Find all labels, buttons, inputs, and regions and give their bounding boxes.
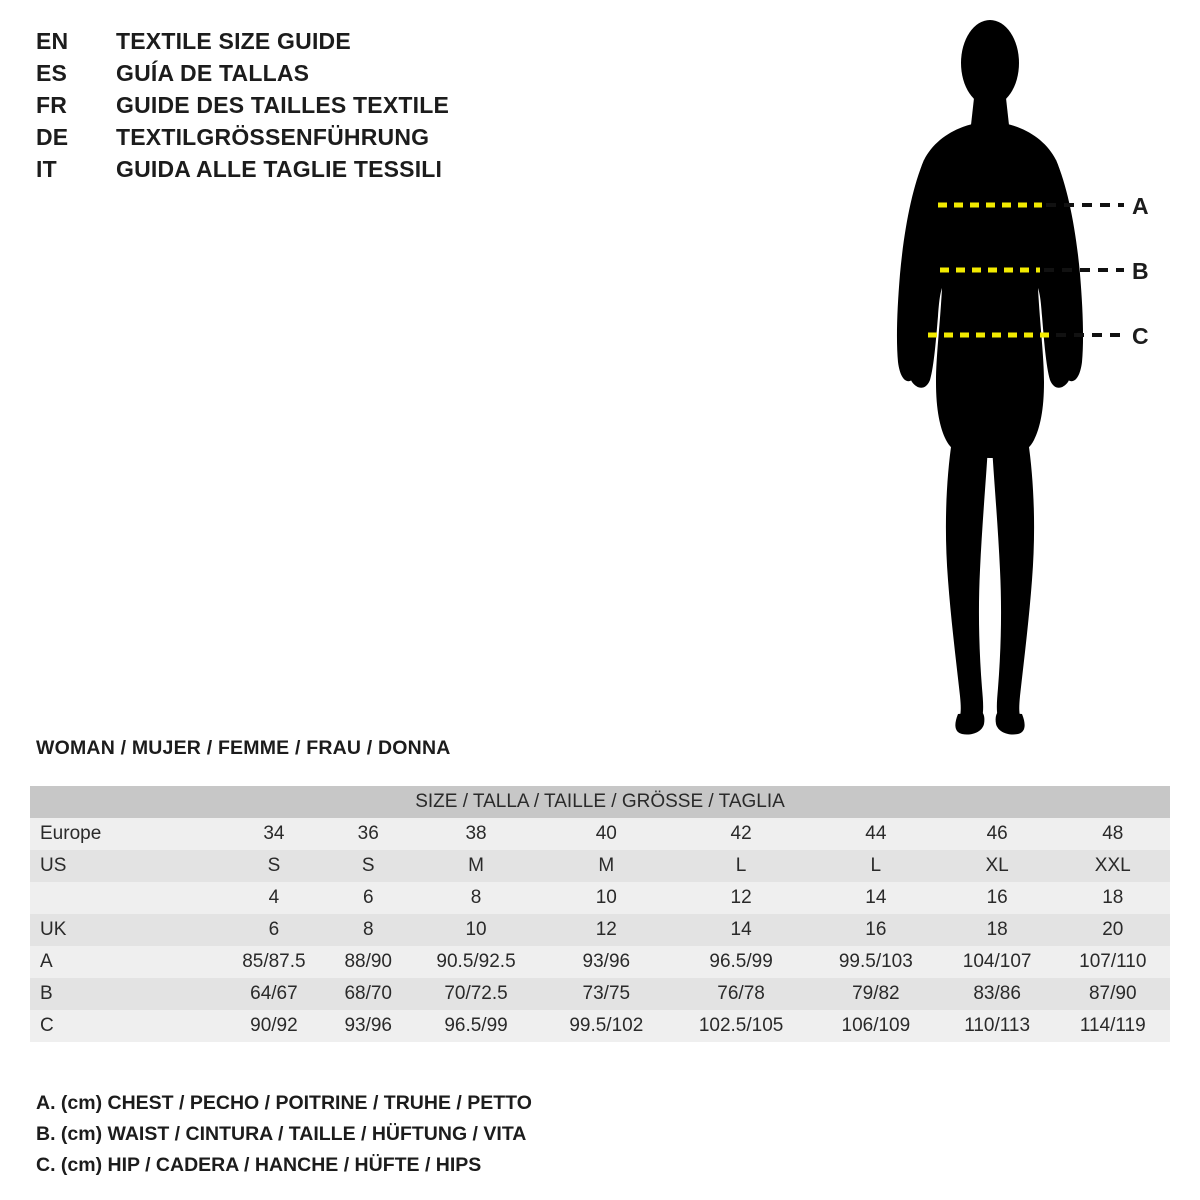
- table-row-us-numeric: [30, 882, 1170, 914]
- title-row-fr: [36, 92, 656, 124]
- size-table: [30, 786, 1170, 1042]
- title-text-de: TEXTILGRÖSSENFÜHRUNG: [116, 124, 430, 150]
- cell-c-4: 102.5/105: [698, 1015, 784, 1036]
- cell-a-1: 88/90: [344, 951, 392, 972]
- title-text-fr: GUIDE DES TAILLES TEXTILE: [116, 92, 449, 118]
- row-label-us: US: [40, 855, 67, 876]
- table-row-uk: [30, 914, 1170, 946]
- cell-us-3: M: [598, 855, 615, 876]
- cell-uk-3: 12: [595, 919, 617, 940]
- table-header-label: SIZE / TALLA / TAILLE / GRÖSSE / TAGLIA: [415, 791, 785, 812]
- female-silhouette-icon: [860, 10, 1190, 740]
- cell-usnum-0: 4: [268, 887, 280, 908]
- cell-usnum-7: 18: [1102, 887, 1124, 908]
- title-row-it: [36, 156, 656, 188]
- cell-uk-1: 8: [362, 919, 374, 940]
- cell-a-7: 107/110: [1079, 951, 1147, 972]
- cell-uk-4: 14: [730, 919, 752, 940]
- cell-us-6: XL: [985, 855, 1009, 876]
- title-lang-it: IT: [36, 156, 57, 182]
- measure-label-c: C: [1132, 323, 1149, 349]
- cell-a-0: 85/87.5: [242, 951, 306, 972]
- cell-us-2: M: [468, 855, 484, 876]
- cell-usnum-1: 6: [362, 887, 374, 908]
- cell-uk-5: 16: [865, 919, 887, 940]
- cell-europe-1: 36: [357, 823, 379, 844]
- cell-europe-3: 40: [595, 823, 617, 844]
- cell-b-7: 87/90: [1088, 983, 1137, 1004]
- row-label-a: A: [40, 951, 53, 972]
- cell-usnum-5: 14: [865, 887, 887, 908]
- title-text-en: TEXTILE SIZE GUIDE: [116, 28, 351, 54]
- body-figure: [860, 10, 1190, 740]
- row-label-uk: UK: [40, 919, 67, 940]
- cell-europe-6: 46: [986, 823, 1008, 844]
- cell-c-3: 99.5/102: [569, 1015, 644, 1036]
- cell-usnum-6: 16: [986, 887, 1008, 908]
- legend-line-a: A. (cm) CHEST / PECHO / POITRINE / TRUHE / PETTO: [36, 1092, 532, 1114]
- measure-label-b: B: [1132, 258, 1149, 284]
- cell-c-5: 106/109: [841, 1015, 911, 1036]
- cell-us-0: S: [267, 855, 281, 876]
- cell-b-2: 70/72.5: [444, 983, 508, 1004]
- row-label-europe: Europe: [40, 823, 102, 844]
- row-label-b: B: [40, 983, 53, 1004]
- cell-b-3: 73/75: [582, 983, 631, 1004]
- cell-c-0: 90/92: [250, 1015, 298, 1036]
- cell-b-1: 68/70: [344, 983, 392, 1004]
- title-lang-en: EN: [36, 28, 69, 54]
- table-row-europe: [30, 818, 1170, 850]
- cell-b-5: 79/82: [852, 983, 900, 1004]
- table-row-c: [30, 1010, 1170, 1042]
- title-lang-fr: FR: [36, 92, 68, 118]
- cell-uk-6: 18: [986, 919, 1008, 940]
- cell-europe-0: 34: [263, 823, 285, 844]
- row-label-us-numeric: [30, 882, 220, 914]
- cell-a-6: 104/107: [962, 951, 1032, 972]
- cell-a-4: 96.5/99: [709, 951, 773, 972]
- cell-c-7: 114/119: [1079, 1015, 1146, 1036]
- measure-label-a: A: [1132, 193, 1149, 219]
- legend-line-b: B. (cm) WAIST / CINTURA / TAILLE / HÜFTUNG / VITA: [36, 1123, 527, 1145]
- cell-usnum-3: 10: [595, 887, 617, 908]
- cell-b-6: 83/86: [973, 983, 1021, 1004]
- cell-c-2: 96.5/99: [444, 1015, 508, 1036]
- section-caption: WOMAN / MUJER / FEMME / FRAU / DONNA: [36, 737, 451, 759]
- cell-a-2: 90.5/92.5: [436, 951, 516, 972]
- table-row-a: [30, 946, 1170, 978]
- title-text-es: GUÍA DE TALLAS: [116, 60, 310, 86]
- cell-us-5: L: [870, 855, 882, 876]
- cell-uk-7: 20: [1102, 919, 1124, 940]
- cell-europe-7: 48: [1102, 823, 1124, 844]
- cell-c-1: 93/96: [344, 1015, 392, 1036]
- legend-line-c: C. (cm) HIP / CADERA / HANCHE / HÜFTE / HIPS: [36, 1154, 482, 1176]
- title-lang-de: DE: [36, 124, 69, 150]
- title-block: [36, 28, 656, 188]
- cell-europe-4: 42: [730, 823, 752, 844]
- cell-us-1: S: [361, 855, 375, 876]
- cell-a-3: 93/96: [582, 951, 631, 972]
- title-lang-es: ES: [36, 60, 68, 86]
- cell-b-0: 64/67: [250, 983, 298, 1004]
- row-label-c: C: [40, 1015, 54, 1036]
- table-row-us: [30, 850, 1170, 882]
- cell-uk-2: 10: [465, 919, 487, 940]
- cell-uk-0: 6: [268, 919, 280, 940]
- title-row-en: [36, 28, 656, 60]
- table-header-row: [30, 786, 1170, 818]
- title-row-de: [36, 124, 656, 156]
- cell-us-7: XXL: [1094, 855, 1131, 876]
- title-text-it: GUIDA ALLE TAGLIE TESSILI: [116, 156, 443, 182]
- legend: [36, 1092, 836, 1185]
- table-row-b: [30, 978, 1170, 1010]
- cell-usnum-2: 8: [470, 887, 482, 908]
- cell-europe-5: 44: [865, 823, 887, 844]
- title-row-es: [36, 60, 656, 92]
- cell-usnum-4: 12: [730, 887, 752, 908]
- cell-c-6: 110/113: [964, 1015, 1031, 1036]
- cell-a-5: 99.5/103: [838, 951, 913, 972]
- cell-europe-2: 38: [465, 823, 487, 844]
- cell-b-4: 76/78: [717, 983, 765, 1004]
- cell-us-4: L: [735, 855, 747, 876]
